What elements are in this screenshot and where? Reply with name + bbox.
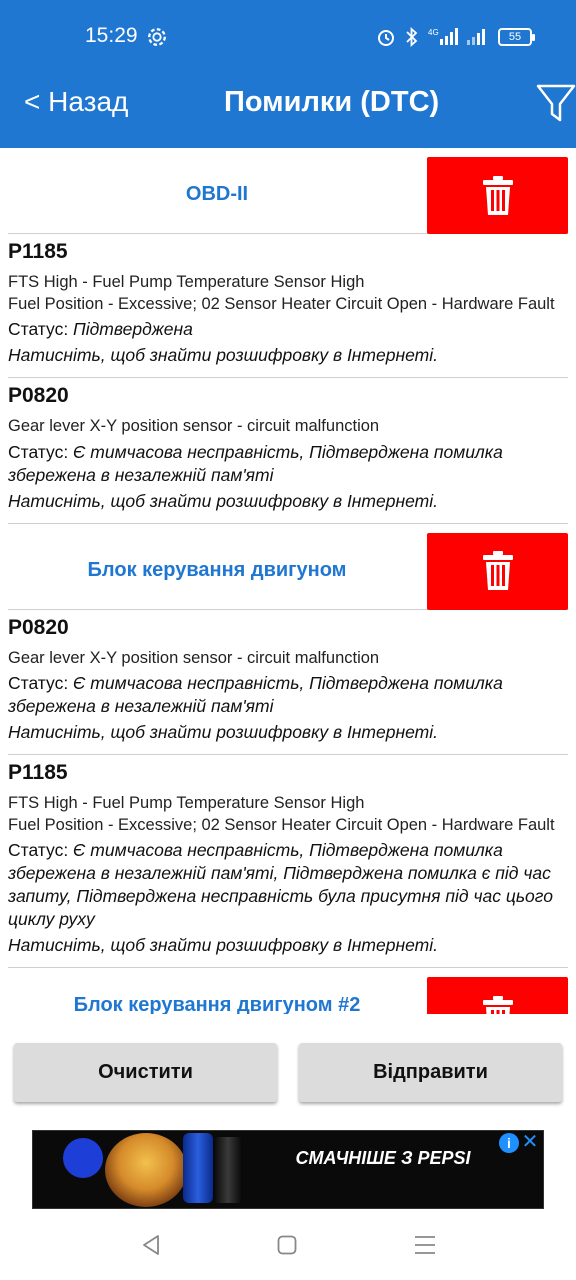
section-title: Блок керування двигуном #2 xyxy=(73,994,361,1014)
section-header-engine-2 xyxy=(8,968,568,1014)
ad-pepsi-can-image xyxy=(183,1133,213,1203)
dtc-description-line: Fuel Position - Excessive; 02 Sensor Heater Circuit Open - Hardware Fault xyxy=(8,294,555,313)
dtc-description-line: FTS High - Fuel Pump Temperature Sensor High xyxy=(8,794,365,812)
page-title: Помилки (DTC) xyxy=(224,86,440,118)
section-header-obd2 xyxy=(8,148,568,234)
dtc-status xyxy=(8,672,568,718)
search-hint[interactable]: Натисніть, щоб знайти розшифровку в Інтернеті. xyxy=(8,722,438,742)
dtc-code: P1185 xyxy=(8,240,68,263)
search-hint[interactable]: Натисніть, щоб знайти розшифровку в Інтернеті. xyxy=(8,345,438,365)
dtc-item[interactable] xyxy=(8,755,568,968)
send-button[interactable]: Відправити xyxy=(299,1043,562,1102)
bluetooth-icon xyxy=(405,27,419,47)
ad-pepsi-black-can-image xyxy=(213,1137,243,1203)
ad-blue-circle xyxy=(63,1138,103,1178)
status-label: Статус: xyxy=(8,441,74,462)
dtc-code: P0820 xyxy=(8,615,69,639)
dtc-code: P1185 xyxy=(8,761,68,784)
section-header-engine xyxy=(8,524,568,610)
status-icons xyxy=(376,24,532,50)
ad-banner[interactable] xyxy=(32,1130,544,1209)
status-value: Є тимчасова несправність, Підтверджена помилка збережена в незалежній пам'яті xyxy=(8,441,503,485)
dtc-status xyxy=(8,441,568,487)
trash-icon xyxy=(483,995,513,1015)
dtc-status xyxy=(8,318,568,341)
signal-icon xyxy=(467,27,489,47)
system-nav-bar xyxy=(0,1210,576,1280)
signal-4g-icon xyxy=(428,27,458,47)
status-value: Підтверджена xyxy=(73,319,193,339)
ad-burger-image xyxy=(105,1133,187,1207)
svg-text:4G: 4G xyxy=(428,28,439,37)
alarm-icon xyxy=(376,27,396,47)
dtc-item[interactable] xyxy=(8,234,568,378)
dtc-list[interactable] xyxy=(0,148,576,1014)
dtc-description-line: Fuel Position - Excessive; 02 Sensor Heater Circuit Open - Hardware Fault xyxy=(8,815,555,834)
action-bar xyxy=(0,1014,576,1124)
section-title: Блок керування двигуном xyxy=(87,558,347,581)
dtc-description-line: Gear lever X-Y position sensor - circuit malfunction xyxy=(8,417,380,435)
dtc-description-line: FTS High - Fuel Pump Temperature Sensor High xyxy=(8,273,365,291)
delete-button[interactable] xyxy=(427,977,568,1014)
nav-home-icon[interactable] xyxy=(277,1235,297,1255)
battery-icon: 55 xyxy=(498,28,532,46)
search-hint[interactable]: Натисніть, щоб знайти розшифровку в Інтернеті. xyxy=(8,490,438,511)
ad-close-icon[interactable]: ✕ xyxy=(521,1131,539,1153)
status-label: Статус: xyxy=(8,319,74,339)
back-button[interactable]: < Назад xyxy=(24,86,129,117)
app-header xyxy=(0,0,576,148)
status-label: Статус: xyxy=(8,840,74,860)
status-value: Є тимчасова несправність, Підтверджена помилка збережена в незалежній пам'яті, Підтверджена помилка є під час запиту, Підтверджена несправність була присутня під час цього циклу руху xyxy=(8,840,553,929)
nav-back-icon[interactable] xyxy=(140,1234,162,1256)
filter-icon[interactable] xyxy=(536,82,576,124)
delete-button[interactable] xyxy=(427,533,568,610)
nav-menu-icon[interactable] xyxy=(414,1234,436,1256)
dtc-item[interactable] xyxy=(8,378,568,524)
ad-text: СМАЧНІШЕ З PEPSI xyxy=(295,1148,471,1168)
dtc-item[interactable] xyxy=(8,610,568,756)
dtc-code: P0820 xyxy=(8,384,69,407)
dtc-status xyxy=(8,839,568,931)
clear-button[interactable]: Очистити xyxy=(14,1043,277,1102)
delete-button[interactable] xyxy=(427,157,568,234)
trash-icon xyxy=(483,175,513,217)
status-value: Є тимчасова несправність, Підтверджена помилка збережена в незалежній пам'яті xyxy=(8,673,503,716)
search-hint[interactable]: Натисніть, щоб знайти розшифровку в Інтернеті. xyxy=(8,935,438,955)
status-label: Статус: xyxy=(8,673,74,693)
ad-info-icon[interactable]: i xyxy=(499,1133,519,1153)
trash-icon xyxy=(483,550,513,592)
section-title: OBD-II xyxy=(185,183,249,205)
settings-status-icon xyxy=(146,26,168,48)
dtc-description-line: Gear lever X-Y position sensor - circuit malfunction xyxy=(8,648,380,667)
status-time: 15:29 xyxy=(85,24,138,47)
